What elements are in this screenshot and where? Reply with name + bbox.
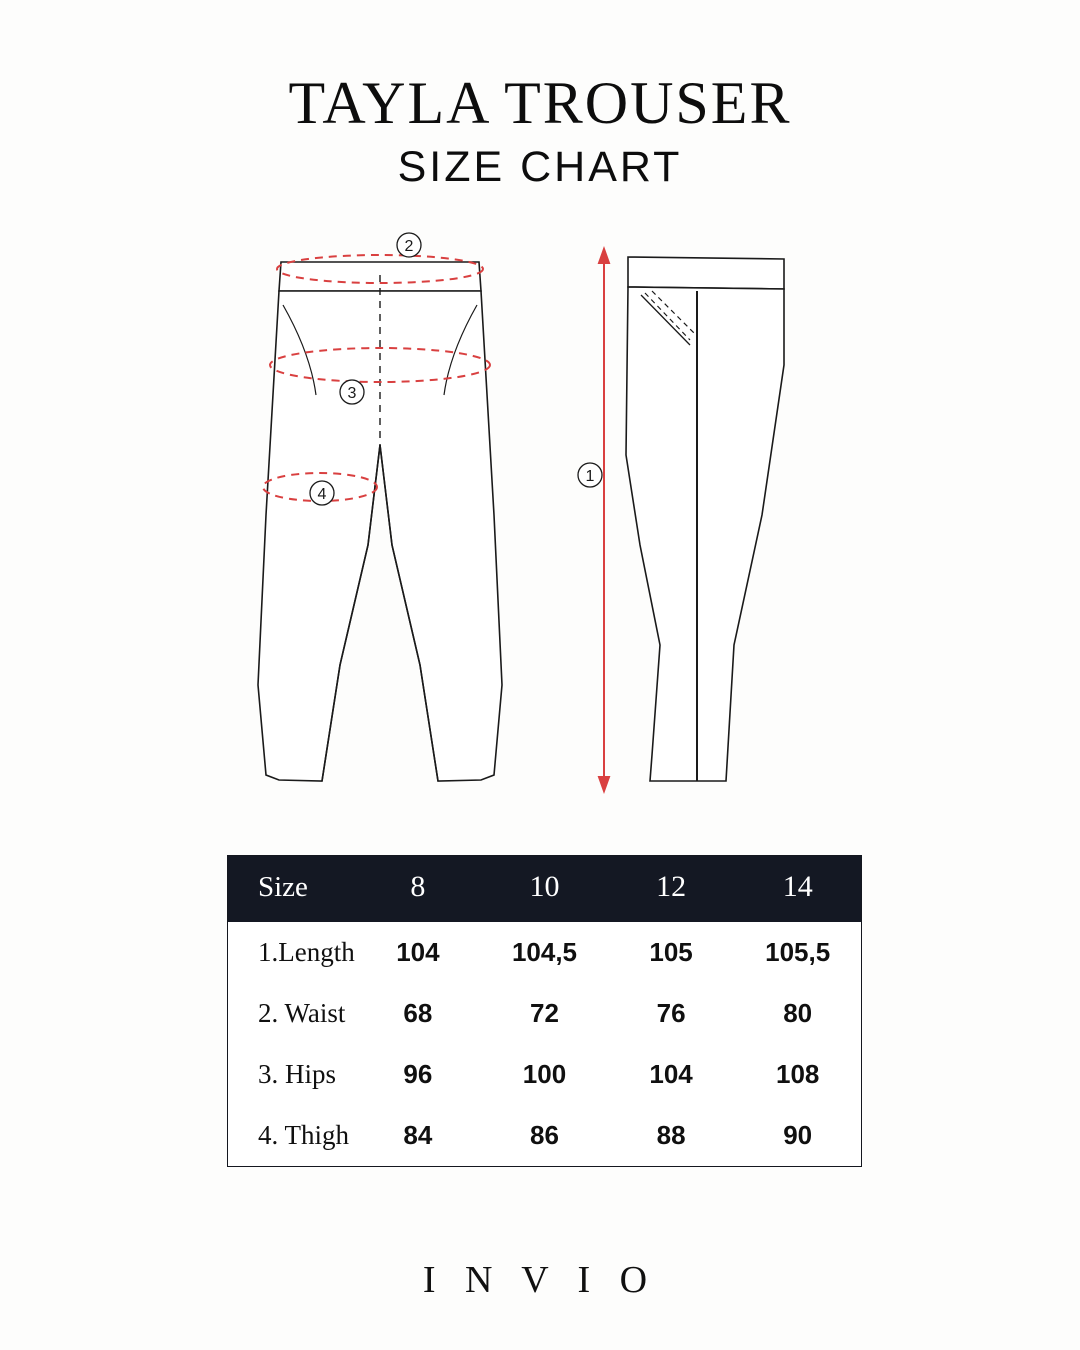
svg-text:2: 2 [404,238,414,255]
cell-thigh-8: 84 [403,1120,433,1150]
column-header-14: 14 [782,870,813,903]
cell-waist-8: 68 [403,998,433,1028]
cell-hips-14: 108 [775,1059,820,1089]
cell-length-12: 105 [649,937,693,967]
cell-length-14: 105,5 [765,937,831,967]
column-header-10: 10 [529,870,560,903]
svg-text:4: 4 [317,486,327,503]
marker-thigh [310,481,334,505]
cell-hips-12: 104 [649,1059,693,1089]
cell-length-8: 104 [396,937,440,967]
marker-length [578,463,602,487]
row-label-hips: 3. Hips [258,1059,337,1089]
cell-thigh-12: 88 [656,1120,686,1150]
column-header-8: 8 [410,870,426,903]
cell-thigh-10: 86 [530,1120,559,1150]
marker-hips [340,380,364,404]
row-label-length: 1.Length [258,937,355,967]
cell-hips-8: 96 [403,1059,433,1089]
brand-logo: I N V I O [422,1259,658,1301]
cell-waist-14: 80 [783,998,813,1028]
cell-length-10: 104,5 [511,937,578,967]
length-measure-arrow [599,249,609,791]
row-label-waist: 2. Waist [258,998,346,1028]
size-table-container [227,855,862,1167]
side-view-trouser [626,257,784,781]
trouser-diagram [0,215,1080,815]
svg-text:1: 1 [585,468,595,485]
table-row [228,1105,861,1166]
table-row [228,922,861,983]
table-row [228,983,861,1044]
page-header [0,72,1080,192]
cell-thigh-14: 90 [783,1120,813,1150]
size-table [228,856,861,1166]
table-header-row [228,856,861,922]
svg-text:3: 3 [347,385,357,402]
size-table-body [228,922,861,1166]
cell-hips-10: 100 [522,1059,567,1089]
row-label-thigh: 4. Thigh [258,1120,350,1150]
size-table-head [228,856,861,922]
cell-waist-10: 72 [530,998,559,1028]
column-header-12: 12 [656,870,687,903]
column-header-size: Size [258,870,308,903]
marker-waist [397,233,421,257]
cell-waist-12: 76 [656,998,686,1028]
table-row [228,1044,861,1105]
page-subtitle: SIZE CHART [397,143,683,191]
front-view-trouser [258,262,502,781]
page-title: TAYLA TROUSER [288,70,792,136]
